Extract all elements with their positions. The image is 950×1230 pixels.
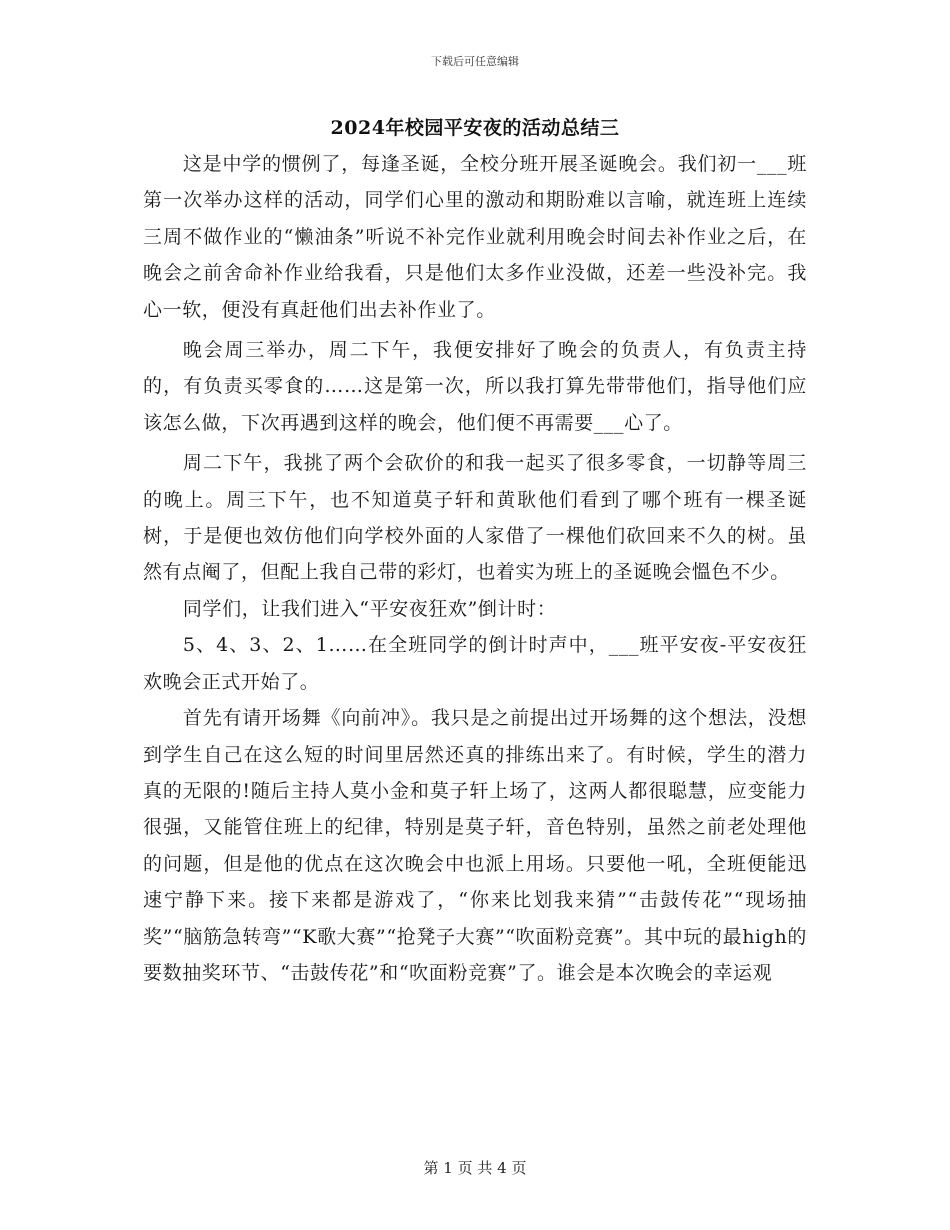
page-number: 第 1 页 共 4 页 — [423, 1159, 527, 1177]
document-title: 2024年校园平安夜的活动总结三 — [330, 117, 620, 139]
paragraph: 同学们，让我们进入“平安夜狂欢”倒计时： — [182, 597, 557, 620]
paragraph: 5、4、3、2、1……在全班同学的倒计时声中，___班平安夜-平安夜狂欢晚会正式开始了。 — [143, 634, 807, 693]
page-header-note: 下载后可任意编辑 — [431, 55, 519, 68]
paragraph: 首先有请开场舞《向前冲》。我只是之前提出过开场舞的这个想法，没想到学生自己在这么短的时间里居然还真的排练出来了。有时候，学生的潜力真的无限的!随后主持人莫小金和莫子轩上场了，这两人都很聪慧，应变能力很强，又能管住班上的纪律，特别是莫子轩，音色特别，虽然之前老处理他的问题，但是他的优点在这次晚会中也派上用场。只要他一吼，全班便能迅速宁静下来。接下来都是游戏了，“你来比划我来猜”“击鼓传花”“现场抽奖”“脑筋急转弯”“K歌大赛”“抢凳子大赛”“吹面粉竞赛”。其中玩的最high的要数抽奖环节、“击鼓传花”和“吹面粉竞赛”了。谁会是本次晚会的幸运观 — [143, 707, 807, 984]
paragraph: 这是中学的惯例了，每逢圣诞，全校分班开展圣诞晚会。我们初一___班第一次举办这样的活动，同学们心里的激动和期盼难以言喻，就连班上连续三周不做作业的“懒油条”听说不补完作业就利用晚会时间去补作业之后，在晚会之前舍命补作业给我看，只是他们太多作业没做，还差一些没补完。我心一软，便没有真赶他们出去补作业了。 — [143, 153, 807, 321]
document-body — [143, 146, 807, 991]
paragraph: 周二下午，我挑了两个会砍价的和我一起买了很多零食，一切静等周三的晚上。周三下午，也不知道莫子轩和黄耿他们看到了哪个班有一棵圣诞树，于是便也效仿他们向学校外面的人家借了一棵他们砍回来不久的树。虽然有点阉了，但配上我自己带的彩灯，也着实为班上的圣诞晚会慍色不少。 — [143, 452, 807, 584]
paragraph: 晚会周三举办，周二下午，我便安排好了晚会的负责人，有负责主持的，有负责买零食的……这是第一次，所以我打算先带带他们，指导他们应该怎么做，下次再遇到这样的晚会，他们便不再需要___心了。 — [143, 339, 807, 434]
